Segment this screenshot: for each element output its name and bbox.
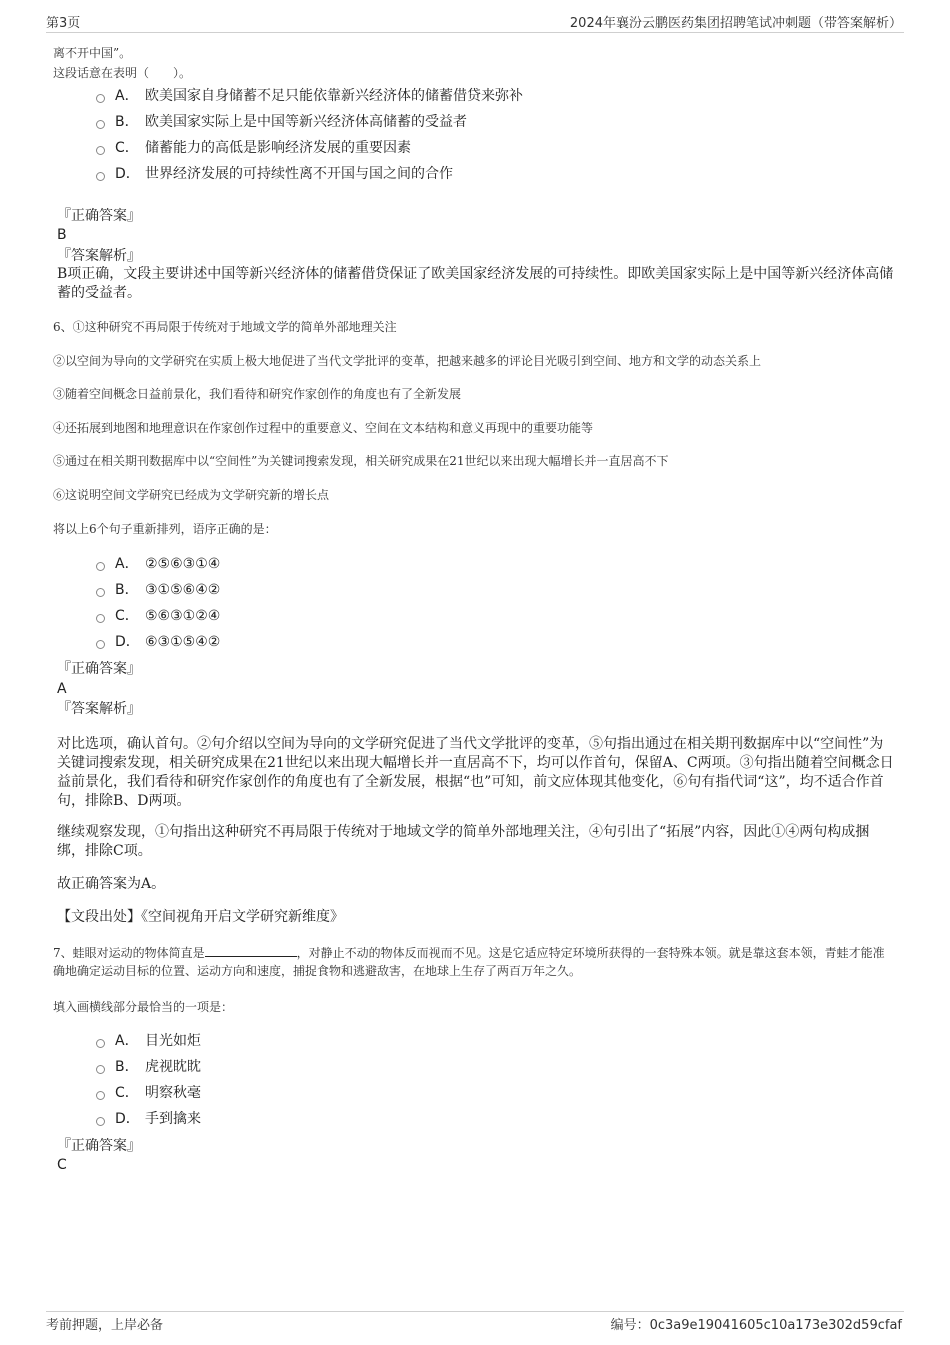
q6-sentence-1: 6、①这种研究不再局限于传统对于地域文学的简单外部地理关注: [53, 320, 397, 334]
option-key: D．: [115, 1111, 140, 1127]
option-key: C．: [115, 140, 139, 156]
q7-stem-start: 7、蛙眼对运动的物体简直是: [53, 946, 205, 960]
option-key: A．: [115, 1033, 139, 1049]
option-text: ⑤⑥③①②④: [145, 608, 221, 624]
q6-analysis-paragraph-2: 继续观察发现，①句指出这种研究不再局限于传统对于地域文学的简单外部地理关注，④句引出了“拓展”内容，因此①④两句构成捆绑，排除C项。: [57, 824, 870, 859]
q5-answer-label: 『正确答案』: [57, 208, 141, 224]
q6-sentence-2: ②以空间为导向的文学研究在实质上极大地促进了当代文学批评的变革，把越来越多的评论目光吸引到空间、地方和文学的动态关系上: [53, 354, 762, 368]
radio-icon[interactable]: [96, 1091, 105, 1100]
radio-icon[interactable]: [96, 172, 105, 181]
q6-analysis-label: 『答案解析』: [57, 701, 141, 717]
option-key: B．: [115, 114, 139, 130]
q5-analysis-label: 『答案解析』: [57, 248, 141, 264]
q6-source: 【文段出处】《空间视角开启文学研究新维度》: [57, 909, 344, 925]
q6-option-b[interactable]: [96, 580, 220, 600]
option-key: D．: [115, 166, 140, 182]
q7-option-d[interactable]: [96, 1109, 201, 1129]
q7-stem: [53, 944, 893, 980]
radio-icon[interactable]: [96, 146, 105, 155]
radio-icon[interactable]: [96, 1117, 105, 1126]
header-divider: [46, 32, 904, 33]
option-text: 明察秋毫: [145, 1085, 201, 1101]
radio-icon[interactable]: [96, 94, 105, 103]
q7-answer-label: 『正确答案』: [57, 1138, 141, 1154]
document-title: 2024年襄汾云鹏医药集团招聘笔试冲刺题（带答案解析）: [569, 16, 902, 31]
radio-icon[interactable]: [96, 1065, 105, 1074]
option-text: 手到擒来: [145, 1111, 201, 1127]
option-key: D．: [115, 634, 140, 650]
q7-stem-rest: ，对静止不动的物体反而视而不见。这是它适应特定环境所获得的一套特殊本领。就是靠这套本领，青蛙才能准确地确定运动目标的位置、运动方向和速度，捕捉食物和逃避敌害，在地球上生存了两百万年之久。: [53, 946, 885, 978]
q6-sentence-5: ⑤通过在相关期刊数据库中以“空间性”为关键词搜索发现，相关研究成果在21世纪以来出现大幅增长并一直居高不下: [53, 454, 669, 468]
option-key: B．: [115, 582, 139, 598]
option-text: 世界经济发展的可持续性离不开国与国之间的合作: [145, 166, 453, 182]
q5-answer: B: [57, 227, 67, 243]
q6-answer: A: [57, 681, 67, 697]
q5-intro-line1: 离不开中国”。: [53, 46, 132, 60]
q6-option-a[interactable]: [96, 554, 220, 574]
q6-analysis-paragraph-3: 故正确答案为A。: [57, 876, 166, 892]
radio-icon[interactable]: [96, 640, 105, 649]
q6-analysis-paragraph-1: 对比选项，确认首句。②句介绍以空间为导向的文学研究促进了当代文学批评的变革，⑤句指出通过在相关期刊数据库中以“空间性”为关键词搜索发现，相关研究成果在21世纪以来出现大幅增长并一直居高不下，均可以作首句，保留A、C两项。③句指出随着空间概念日益前景化，我们看待和研究作家创作的角度也有了全新发展，根据“也”可知，前文应体现其他变化，⑥句有指代词“这”，均不适合作首句，排除B、D两项。: [57, 736, 894, 809]
option-text: 目光如炬: [145, 1033, 201, 1049]
q5-analysis: B项正确，文段主要讲述中国等新兴经济体的储蓄借贷保证了欧美国家经济发展的可持续性。即欧美国家实际上是中国等新兴经济体高储蓄的受益者。: [57, 266, 894, 301]
option-text: 虎视眈眈: [145, 1059, 201, 1075]
option-text: ⑥③①⑤④②: [145, 634, 221, 650]
q5-intro-line2: 这段话意在表明（ ）。: [53, 66, 192, 80]
footer-divider: [46, 1311, 904, 1312]
document-code: 编号：0c3a9e19041605c10a173e302d59cfaf: [610, 1318, 902, 1333]
page-number: 第3页: [46, 16, 81, 31]
q6-option-d[interactable]: [96, 632, 220, 652]
radio-icon[interactable]: [96, 562, 105, 571]
q5-option-b[interactable]: [96, 112, 467, 132]
q6-sentence-6: ⑥这说明空间文学研究已经成为文学研究新的增长点: [53, 488, 330, 502]
option-text: ②⑤⑥③①④: [145, 556, 221, 572]
q7-option-b[interactable]: [96, 1057, 201, 1077]
fill-blank: [205, 944, 297, 957]
q7-answer: C: [57, 1157, 67, 1173]
q6-sentence-3: ③随着空间概念日益前景化，我们看待和研究作家创作的角度也有了全新发展: [53, 387, 462, 401]
q5-option-c[interactable]: [96, 138, 411, 158]
option-key: C．: [115, 608, 139, 624]
option-text: 欧美国家自身储蓄不足只能依靠新兴经济体的储蓄借贷来弥补: [145, 88, 523, 104]
radio-icon[interactable]: [96, 614, 105, 623]
option-key: B．: [115, 1059, 139, 1075]
option-key: A．: [115, 88, 139, 104]
q6-prompt: 将以上6个句子重新排列，语序正确的是：: [53, 522, 277, 536]
option-key: A．: [115, 556, 139, 572]
q5-option-a[interactable]: [96, 86, 523, 106]
radio-icon[interactable]: [96, 120, 105, 129]
option-key: C．: [115, 1085, 139, 1101]
footer-slogan: 考前押题，上岸必备: [46, 1318, 164, 1333]
radio-icon[interactable]: [96, 588, 105, 597]
radio-icon[interactable]: [96, 1039, 105, 1048]
q7-option-c[interactable]: [96, 1083, 201, 1103]
q6-sentence-4: ④还拓展到地图和地理意识在作家创作过程中的重要意义、空间在文本结构和意义再现中的重要功能等: [53, 421, 594, 435]
option-text: 储蓄能力的高低是影响经济发展的重要因素: [145, 140, 411, 156]
q5-option-d[interactable]: [96, 164, 453, 184]
option-text: ③①⑤⑥④②: [145, 582, 221, 598]
q7-option-a[interactable]: [96, 1031, 201, 1051]
q6-option-c[interactable]: [96, 606, 220, 626]
q7-prompt: 填入画横线部分最恰当的一项是：: [53, 1000, 234, 1014]
option-text: 欧美国家实际上是中国等新兴经济体高储蓄的受益者: [145, 114, 467, 130]
q6-answer-label: 『正确答案』: [57, 661, 141, 677]
